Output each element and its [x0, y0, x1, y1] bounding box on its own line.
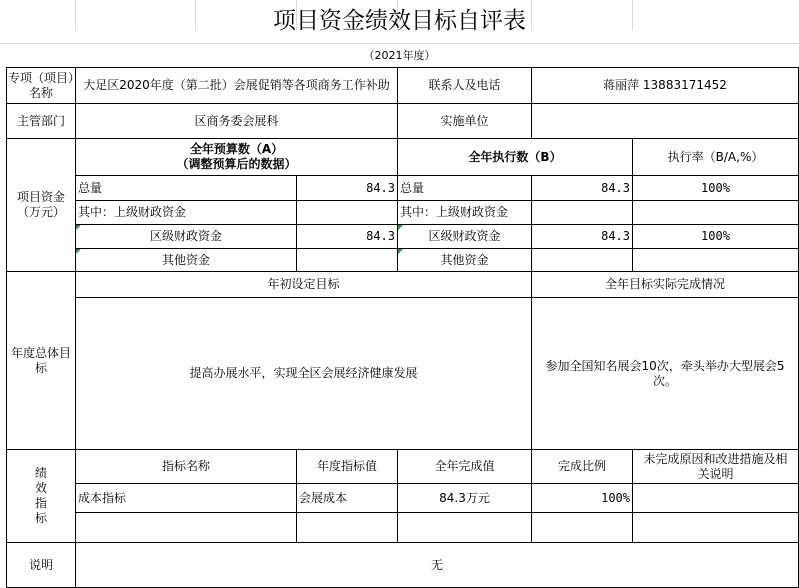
fund-budget: [297, 201, 398, 225]
fund-exec: 84.3: [532, 176, 633, 201]
perf-row-actual: [398, 513, 532, 543]
perf-header: 年度指标值: [297, 450, 398, 484]
budget-header: [76, 139, 398, 176]
contact-label: 联系人及电话: [398, 68, 532, 104]
perf-label: 绩效指标: [7, 450, 76, 543]
perf-row-actual: 84.3万元: [398, 484, 532, 513]
perf-row-target: 会展成本: [297, 484, 398, 513]
perf-row-name: 成本指标: [76, 484, 297, 513]
fund-exec: [532, 201, 633, 225]
perf-header: 完成比例: [532, 450, 633, 484]
goal-label: 年度总体目标: [7, 272, 76, 450]
fund-rate: [633, 249, 799, 272]
perf-row-ratio: [532, 513, 633, 543]
note-label: 说明: [7, 543, 76, 588]
fund-exec-name: 其中：上级财政资金: [398, 201, 532, 225]
perf-row-target: [297, 513, 398, 543]
dept-label: 主管部门: [7, 104, 76, 139]
fund-budget: 84.3: [297, 176, 398, 201]
perf-row-note: [633, 513, 799, 543]
fund-rate: 100%: [633, 225, 799, 249]
initial-goal-header: 年初设定目标: [76, 272, 532, 298]
perf-row-name: [76, 513, 297, 543]
page-title: 项目资金绩效目标自评表: [273, 8, 526, 34]
fund-exec-name: 区级财政资金: [398, 225, 532, 249]
fund-budget: 84.3: [297, 225, 398, 249]
perf-header: 指标名称: [76, 450, 297, 484]
perf-row-ratio: 100%: [532, 484, 633, 513]
year-label: （2021年度）: [363, 48, 436, 62]
exec-header: 全年执行数（B）: [398, 139, 633, 176]
impl-value: [532, 104, 799, 139]
contact-value: 蒋丽萍 13883171452: [532, 68, 799, 104]
fund-name: 其中：上级财政资金: [76, 201, 297, 225]
fund-name: 总量: [76, 176, 297, 201]
initial-goal-text: 提高办展水平，实现全区会展经济健康发展: [76, 298, 532, 450]
perf-header: 未完成原因和改进措施及相关说明: [633, 450, 799, 484]
note-value: 无: [76, 543, 799, 588]
perf-row-note: [633, 484, 799, 513]
budget-header-title: 全年预算数（A）: [189, 142, 284, 156]
funds-label: 项目资金（万元）: [7, 139, 76, 272]
dept-value: 区商务委会展科: [76, 104, 398, 139]
fund-name: 其他资金: [76, 249, 297, 272]
budget-header-sub: （调整预算后的数据）: [176, 157, 297, 171]
project-label: 专项（项目）名称: [7, 68, 76, 104]
fund-exec: [532, 249, 633, 272]
perf-header: 全年完成值: [398, 450, 532, 484]
fund-rate: [633, 201, 799, 225]
impl-label: 实施单位: [398, 104, 532, 139]
fund-budget: [297, 249, 398, 272]
fund-name: 区级财政资金: [76, 225, 297, 249]
actual-goal-header: 全年目标实际完成情况: [532, 272, 799, 298]
fund-exec-name: 其他资金: [398, 249, 532, 272]
fund-rate: 100%: [633, 176, 799, 201]
actual-goal-text: 参加全国知名展会10次，牵头举办大型展会5次。: [532, 298, 799, 450]
fund-exec-name: 总量: [398, 176, 532, 201]
fund-exec: 84.3: [532, 225, 633, 249]
project-name: 大足区2020年度（第二批）会展促销等各项商务工作补助: [76, 68, 398, 104]
rate-header: 执行率（B/A,%）: [633, 139, 799, 176]
